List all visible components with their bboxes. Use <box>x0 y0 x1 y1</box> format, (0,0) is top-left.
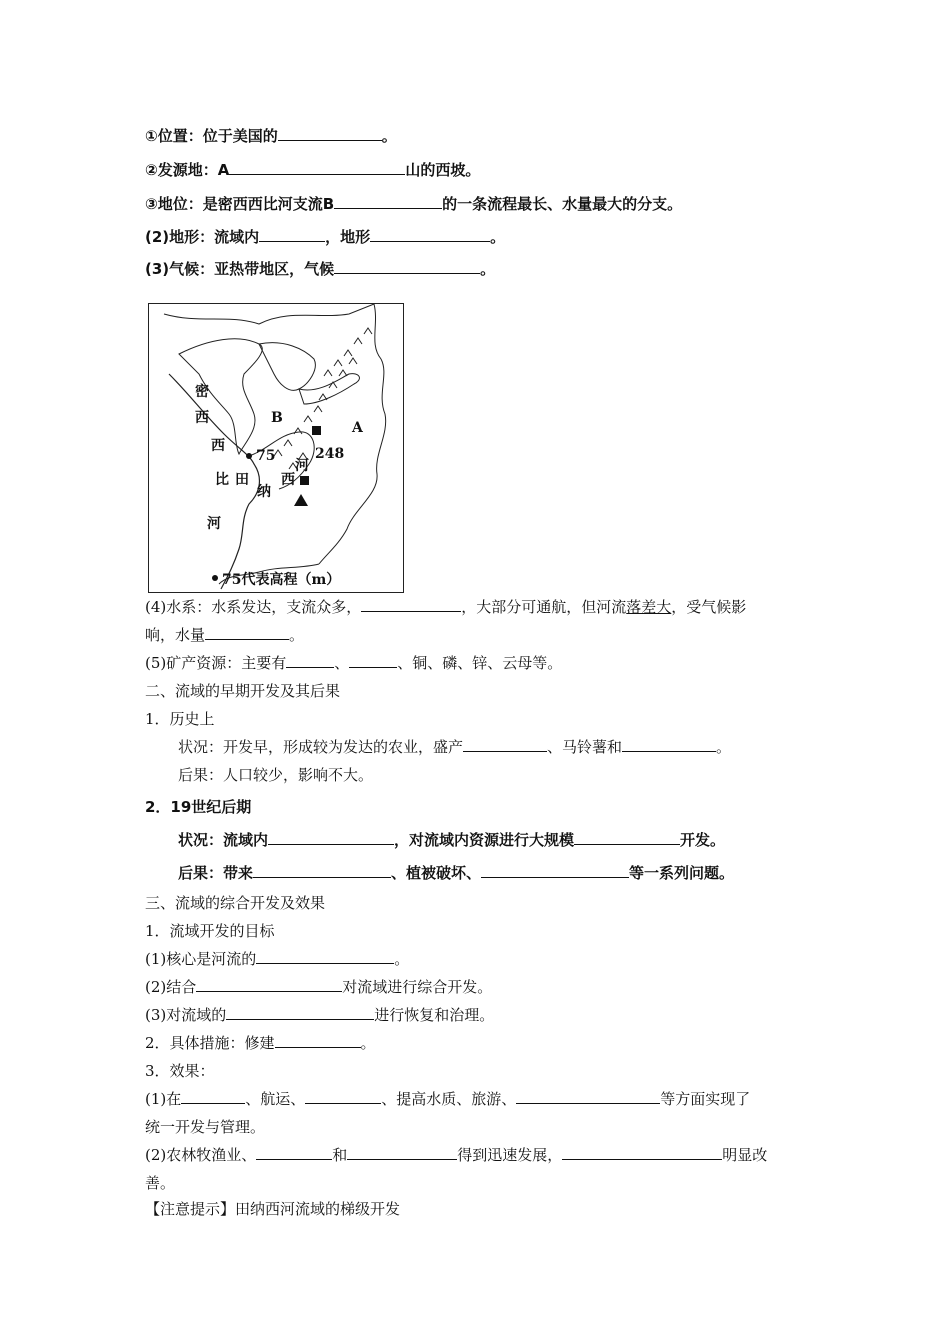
location-end: 。 <box>381 127 397 145</box>
goal-2-end: 对流域进行综合开发。 <box>342 978 493 996</box>
source-end: 山的西坡。 <box>405 161 481 179</box>
elevation-75-marker <box>246 453 252 459</box>
history-blank-2[interactable] <box>622 737 716 752</box>
goal-3-blank[interactable] <box>226 1005 374 1020</box>
water-volume-line <box>145 624 304 646</box>
source-line <box>145 159 480 181</box>
history-blank-1[interactable] <box>463 737 547 752</box>
measures-line <box>145 1032 376 1054</box>
history-heading: 1．历史上 <box>145 710 215 728</box>
status-blank[interactable] <box>334 194 442 209</box>
minerals-blank-2[interactable] <box>349 653 397 668</box>
volume-end: 。 <box>289 626 305 644</box>
location-line <box>145 125 397 147</box>
late-status-line <box>178 829 725 851</box>
effects-1-text-4: 等方面实现了 <box>660 1090 751 1108</box>
source-text: ②发源地：A <box>145 161 230 179</box>
status-line <box>145 193 682 215</box>
city-square-1 <box>312 426 321 435</box>
effects-2-text: (2)农林牧渔业、 <box>145 1146 257 1164</box>
effects-2-blank-1[interactable] <box>256 1145 332 1160</box>
minerals-text: (5)矿产资源：主要有 <box>145 654 287 672</box>
label-tian: 田 <box>235 472 249 488</box>
effects-2-blank-2[interactable] <box>347 1145 457 1160</box>
goal-1-text: (1)核心是河流的 <box>145 950 257 968</box>
effects-heading: 3．效果： <box>145 1062 215 1080</box>
label-75: 75 <box>256 448 276 464</box>
late-result-blank-2[interactable] <box>481 863 629 878</box>
volume-text: 响，水量 <box>145 626 206 644</box>
effects-1-blank-3[interactable] <box>516 1089 660 1104</box>
climate-blank[interactable] <box>334 259 480 274</box>
goal-3-end: 进行恢复和治理。 <box>374 1006 495 1024</box>
effects-2-line <box>145 1144 767 1166</box>
lake-michigan-outline <box>179 339 262 454</box>
late-result-end: 等一系列问题。 <box>629 864 735 882</box>
goals-heading: 1．流域开发的目标 <box>145 922 275 940</box>
water-text-3: ，受气候影 <box>671 598 747 616</box>
effects-2-cont: 善。 <box>145 1174 176 1192</box>
history-status-text: 状况：开发早，形成较为发达的农业，盛产 <box>178 738 464 756</box>
goal-2-line <box>145 976 492 998</box>
lake-erie-outline <box>299 374 359 404</box>
measures-blank[interactable] <box>275 1033 361 1048</box>
minerals-sep: 、 <box>334 654 350 672</box>
goal-3-line <box>145 1004 494 1026</box>
northern-outline <box>164 304 374 324</box>
goal-1-line <box>145 948 409 970</box>
legend-dot <box>212 575 218 581</box>
terrain-text: (2)地形：流域内 <box>145 228 260 246</box>
city-square-2 <box>300 476 309 485</box>
terrain-blank-2[interactable] <box>370 227 490 242</box>
late-result-text-2: 、植被破坏、 <box>391 864 482 882</box>
goal-3-text: (3)对流域的 <box>145 1006 227 1024</box>
effects-1-text: (1)在 <box>145 1090 182 1108</box>
late-end: 开发。 <box>680 831 726 849</box>
lake-huron-outline <box>259 343 315 391</box>
minerals-blank-1[interactable] <box>286 653 334 668</box>
tennessee-basin-map <box>148 303 404 593</box>
late-result-line <box>178 862 734 884</box>
label-xi-1: 西 <box>195 410 209 426</box>
goal-1-blank[interactable] <box>256 949 394 964</box>
goal-1-end: 。 <box>394 950 410 968</box>
climate-end: 。 <box>480 260 496 278</box>
late-blank-2[interactable] <box>574 830 680 845</box>
section-heading-3: 三、流域的综合开发及效果 <box>145 894 326 912</box>
effects-1-text-3: 、提高水质、旅游、 <box>381 1090 517 1108</box>
water-underline: 落差大 <box>626 598 672 616</box>
late-19th-heading: 2．19世纪后期 <box>145 798 252 816</box>
status-text: ③地位：是密西西比河支流B <box>145 195 335 213</box>
effects-1-blank-2[interactable] <box>305 1089 381 1104</box>
label-he-1: 河 <box>207 516 221 532</box>
minerals-end: 、铜、磷、锌、云母等。 <box>397 654 563 672</box>
history-status-line <box>178 736 731 758</box>
label-na: 纳 <box>257 484 271 500</box>
terrain-end: 。 <box>490 228 506 246</box>
location-text: ①位置：位于美国的 <box>145 127 278 145</box>
late-result-blank-1[interactable] <box>253 863 391 878</box>
water-text-2: ，大部分可通航，但河流 <box>461 598 627 616</box>
section-heading-2: 二、流域的早期开发及其后果 <box>145 682 341 700</box>
terrain-text-2: ，地形 <box>325 228 371 246</box>
climate-text: (3)气候：亚热带地区，气候 <box>145 260 335 278</box>
location-blank[interactable] <box>278 126 382 141</box>
effects-2-blank-3[interactable] <box>562 1145 722 1160</box>
effects-1-line <box>145 1088 750 1110</box>
measures-end: 。 <box>360 1034 376 1052</box>
climate-line <box>145 258 495 280</box>
terrain-line <box>145 226 505 248</box>
minerals-line <box>145 652 562 674</box>
goal-2-text: (2)结合 <box>145 978 197 996</box>
label-mi: 密 <box>195 384 209 400</box>
effects-1-blank-1[interactable] <box>181 1089 245 1104</box>
measures-text: 2．具体措施：修建 <box>145 1034 275 1052</box>
late-result-text: 后果：带来 <box>178 864 254 882</box>
label-248: 248 <box>315 446 345 462</box>
effects-1-text-2: 、航运、 <box>245 1090 306 1108</box>
history-text-2: 、马铃薯和 <box>547 738 623 756</box>
late-blank-1[interactable] <box>268 830 394 845</box>
label-he-2: 河 <box>295 458 309 474</box>
effects-2-text-3: 得到迅速发展， <box>457 1146 563 1164</box>
goal-2-blank[interactable] <box>196 977 342 992</box>
status-end: 的一条流程最长、水量最大的分支。 <box>442 195 683 213</box>
water-text: (4)水系：水系发达，支流众多， <box>145 598 362 616</box>
peak-triangle <box>294 494 308 506</box>
map-legend: 75代表高程（m） <box>222 572 341 588</box>
volume-blank[interactable] <box>205 625 289 640</box>
late-text-2: ，对流域内资源进行大规模 <box>394 831 575 849</box>
effects-1-cont: 统一开发与管理。 <box>145 1118 266 1136</box>
source-blank[interactable] <box>229 160 405 175</box>
water-blank[interactable] <box>361 597 461 612</box>
label-A: A <box>352 420 363 436</box>
effects-2-text-4: 明显改 <box>722 1146 768 1164</box>
label-bi: 比 <box>215 472 229 488</box>
label-B: B <box>271 410 283 426</box>
history-result-line: 后果：人口较少，影响不大。 <box>178 766 374 784</box>
effects-2-text-2: 和 <box>332 1146 348 1164</box>
note-tip: 【注意提示】田纳西河流域的梯级开发 <box>145 1200 401 1218</box>
label-xi-3: 西 <box>281 472 295 488</box>
label-xi-2: 西 <box>211 438 225 454</box>
late-status-text: 状况：流域内 <box>178 831 269 849</box>
map-figure <box>149 304 403 592</box>
terrain-blank-1[interactable] <box>259 227 325 242</box>
history-end: 。 <box>716 738 732 756</box>
water-system-line <box>145 596 746 618</box>
